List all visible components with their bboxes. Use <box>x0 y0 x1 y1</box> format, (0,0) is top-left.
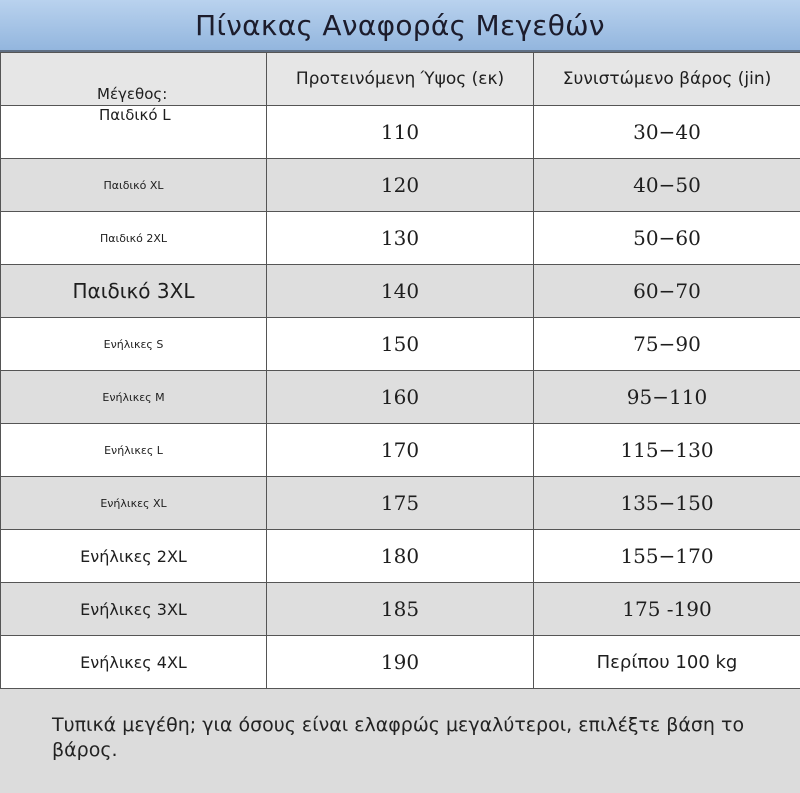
height-cell: 190 <box>267 636 534 689</box>
table-row <box>1 106 800 159</box>
weight-cell: Περίπου 100 kg <box>534 636 800 689</box>
table-row <box>1 159 800 212</box>
height-cell: 180 <box>267 530 534 583</box>
size-cell: Παιδικό 2XL <box>1 212 267 265</box>
weight-cell: 175 -190 <box>534 583 800 636</box>
table-row <box>1 265 800 318</box>
weight-cell: 95−110 <box>534 371 800 424</box>
header-row <box>1 53 800 106</box>
weight-cell: 135−150 <box>534 477 800 530</box>
weight-cell: 75−90 <box>534 318 800 371</box>
height-cell: 120 <box>267 159 534 212</box>
height-cell: 185 <box>267 583 534 636</box>
table-row <box>1 371 800 424</box>
footer-note: Τυπικά μεγέθη; για όσους είναι ελαφρώς μεγαλύτεροι, επιλέξτε βάση το βάρος. <box>52 714 745 761</box>
header-weight: Συνιστώμενο βάρος (jin) <box>534 53 800 106</box>
table-row <box>1 318 800 371</box>
chart-title: Πίνακας Αναφοράς Μεγεθών <box>195 8 605 42</box>
size-cell: Ενήλικες 4XL <box>1 636 267 689</box>
height-cell: 130 <box>267 212 534 265</box>
height-cell: 160 <box>267 371 534 424</box>
weight-cell: 155−170 <box>534 530 800 583</box>
size-table <box>0 52 800 689</box>
size-cell: Παιδικό L <box>1 106 267 159</box>
height-cell: 150 <box>267 318 534 371</box>
size-cell: Ενήλικες S <box>1 318 267 371</box>
size-cell: Ενήλικες 3XL <box>1 583 267 636</box>
table-row <box>1 212 800 265</box>
size-cell: Ενήλικες L <box>1 424 267 477</box>
weight-cell: 40−50 <box>534 159 800 212</box>
header-size: Μέγεθος: <box>1 53 267 106</box>
table-row <box>1 477 800 530</box>
height-cell: 110 <box>267 106 534 159</box>
height-cell: 175 <box>267 477 534 530</box>
size-cell: Ενήλικες 2XL <box>1 530 267 583</box>
footer-note-area <box>0 688 800 793</box>
size-cell: Παιδικό XL <box>1 159 267 212</box>
weight-cell: 50−60 <box>534 212 800 265</box>
size-cell: Ενήλικες XL <box>1 477 267 530</box>
size-cell: Παιδικό 3XL <box>1 265 267 318</box>
table-row <box>1 636 800 689</box>
title-bar <box>0 0 800 52</box>
size-cell: Ενήλικες M <box>1 371 267 424</box>
table-row <box>1 424 800 477</box>
table-row <box>1 530 800 583</box>
weight-cell: 60−70 <box>534 265 800 318</box>
height-cell: 140 <box>267 265 534 318</box>
height-cell: 170 <box>267 424 534 477</box>
table-row <box>1 583 800 636</box>
header-height: Προτεινόμενη Ύψος (εκ) <box>267 53 534 106</box>
weight-cell: 30−40 <box>534 106 800 159</box>
weight-cell: 115−130 <box>534 424 800 477</box>
